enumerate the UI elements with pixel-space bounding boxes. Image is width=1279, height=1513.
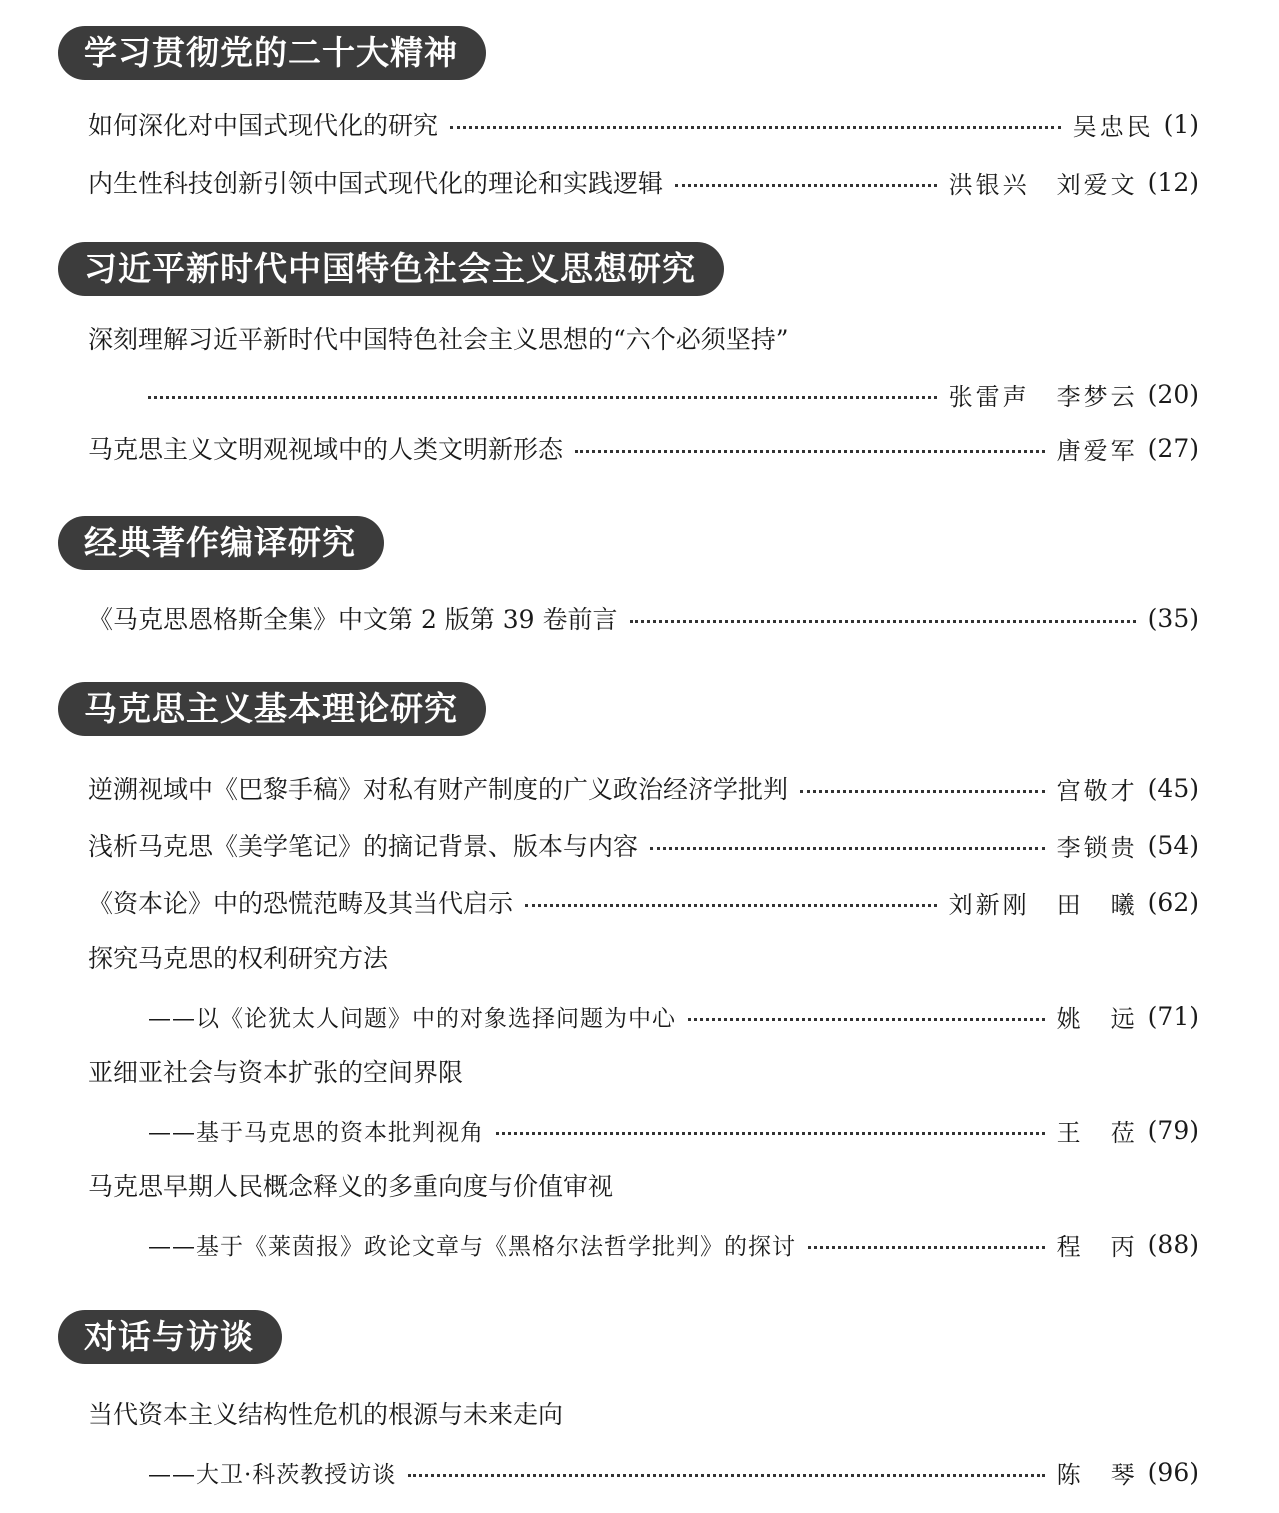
toc-entry[interactable] — [88, 160, 1199, 204]
entry-subtitle: ——基于《莱茵报》政论文章与《黑格尔法哲学批判》的探讨 — [148, 1233, 796, 1260]
entry-page: (96) — [1147, 1457, 1199, 1487]
toc-entry[interactable] — [88, 596, 1199, 640]
entry-page: (12) — [1147, 167, 1199, 197]
toc-entry[interactable] — [148, 1450, 1199, 1494]
toc-entry[interactable] — [88, 823, 1199, 867]
entry-subtitle: ——基于马克思的资本批判视角 — [148, 1119, 484, 1146]
section-heading: 习近平新时代中国特色社会主义思想研究 — [58, 242, 724, 296]
entry-author: 洪银兴 刘爱文 — [948, 170, 1138, 199]
toc-entry[interactable] — [88, 102, 1199, 146]
entry-title[interactable]: 亚细亚社会与资本扩张的空间界限 — [88, 1058, 464, 1087]
toc-entry[interactable] — [88, 766, 1199, 810]
dot-leader — [496, 1132, 1045, 1135]
toc-entry[interactable] — [148, 1222, 1199, 1266]
dot-leader — [650, 847, 1045, 850]
entry-author: 宫敬才 — [1056, 776, 1138, 805]
entry-page: (71) — [1147, 1001, 1199, 1031]
entry-subtitle: ——以《论犹太人问题》中的对象选择问题为中心 — [148, 1005, 676, 1032]
entry-author: 李锁贵 — [1056, 833, 1138, 862]
section-heading: 马克思主义基本理论研究 — [58, 682, 486, 736]
dot-leader — [675, 184, 937, 187]
entry-page: (27) — [1147, 433, 1199, 463]
entry-page: (88) — [1147, 1229, 1199, 1259]
entry-subtitle: ——大卫·科茨教授访谈 — [148, 1461, 397, 1488]
toc-entry[interactable] — [148, 1108, 1199, 1152]
toc-entry[interactable] — [88, 880, 1199, 924]
entry-title: 《马克思恩格斯全集》中文第 2 版第 39 卷前言 — [88, 605, 618, 634]
section-heading: 经典著作编译研究 — [58, 516, 384, 570]
section-heading: 对话与访谈 — [58, 1310, 282, 1364]
entry-title: 逆溯视域中《巴黎手稿》对私有财产制度的广义政治经济学批判 — [88, 775, 789, 804]
dot-leader — [450, 126, 1061, 129]
dot-leader — [408, 1474, 1044, 1477]
dot-leader — [525, 904, 937, 907]
entry-author: 姚 远 — [1056, 1004, 1138, 1033]
entry-author: 唐爱军 — [1056, 436, 1138, 465]
entry-author: 刘新刚 田 曦 — [948, 890, 1138, 919]
entry-title: 内生性科技创新引领中国式现代化的理论和实践逻辑 — [88, 169, 664, 198]
entry-page: (1) — [1163, 109, 1199, 139]
section-heading: 学习贯彻党的二十大精神 — [58, 26, 486, 80]
entry-title: 《资本论》中的恐慌范畴及其当代启示 — [88, 889, 514, 918]
dot-leader — [688, 1018, 1045, 1021]
entry-page: (20) — [1147, 379, 1199, 409]
entry-author: 王 莅 — [1056, 1118, 1138, 1147]
entry-page: (79) — [1147, 1115, 1199, 1145]
entry-title[interactable]: 深刻理解习近平新时代中国特色社会主义思想的“六个必须坚持” — [88, 325, 789, 354]
entry-title[interactable]: 探究马克思的权利研究方法 — [88, 944, 389, 973]
entry-page: (45) — [1147, 773, 1199, 803]
entry-page: (54) — [1147, 830, 1199, 860]
dot-leader — [148, 396, 937, 399]
dot-leader — [575, 450, 1045, 453]
entry-title: 如何深化对中国式现代化的研究 — [88, 111, 439, 140]
entry-author: 吴忠民 — [1072, 112, 1154, 141]
dot-leader — [800, 790, 1045, 793]
entry-page: (62) — [1147, 887, 1199, 917]
entry-page: (35) — [1147, 603, 1199, 633]
entry-title: 马克思主义文明观视域中的人类文明新形态 — [88, 435, 564, 464]
entry-title: 浅析马克思《美学笔记》的摘记背景、版本与内容 — [88, 832, 639, 861]
toc-entry[interactable] — [148, 372, 1199, 416]
entry-title[interactable]: 马克思早期人民概念释义的多重向度与价值审视 — [88, 1172, 614, 1201]
dot-leader — [808, 1246, 1045, 1249]
entry-author: 陈 琴 — [1056, 1460, 1138, 1489]
dot-leader — [630, 620, 1136, 623]
toc-entry[interactable] — [88, 426, 1199, 470]
entry-title[interactable]: 当代资本主义结构性危机的根源与未来走向 — [88, 1400, 564, 1429]
entry-author: 张雷声 李梦云 — [948, 382, 1138, 411]
entry-author: 程 丙 — [1056, 1232, 1138, 1261]
toc-entry[interactable] — [148, 994, 1199, 1038]
